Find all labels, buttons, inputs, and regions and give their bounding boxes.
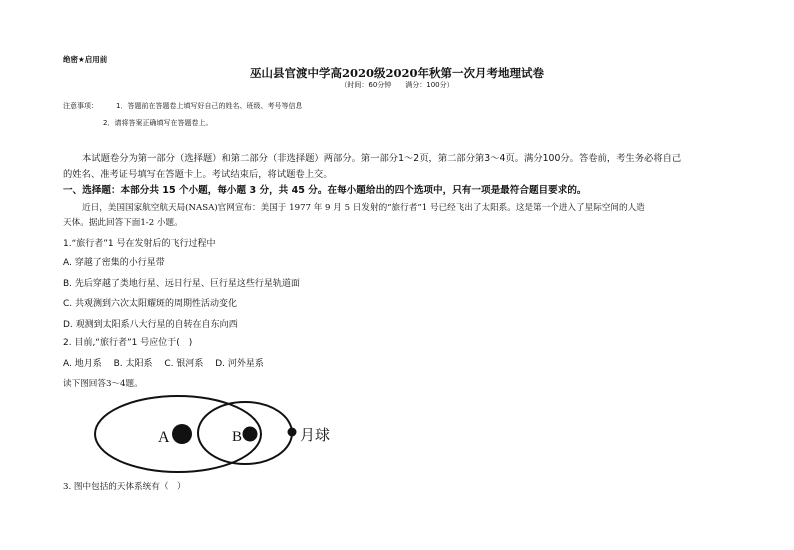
question-1-stem: 1.“旅行者”1 号在发射后的飞行过程中: [63, 239, 216, 249]
material-line-1: 近日，美国国家航空航天局(NASA)官网宣布：美国于 1977 年 9 月 5 日发射的“旅行者”1 号已经飞出了太阳系。这是第一个进入了星际空间的人造: [82, 203, 645, 213]
question-1-option-c: C. 共观测到六次太阳耀斑的周期性活动变化: [63, 299, 238, 309]
question-1-option-a: A. 穿越了密集的小行星带: [63, 258, 165, 268]
confidential-mark: 绝密★启用前: [63, 55, 108, 64]
label-a: A: [158, 429, 170, 446]
question-2-options: A. 地月系 B. 太阳系 C. 银河系 D. 河外星系: [63, 359, 264, 369]
question-1-option-d: D. 观测到太阳系八大行星的自转在自东向西: [63, 320, 238, 330]
intro-line-1: 本试题卷分为第一部分（选择题）和第二部分（非选择题）两部分。第一部分1～2页，第二部分第3～4页。满分100分。答卷前，考生务必将自己: [82, 153, 682, 164]
exam-title: 巫山县官渡中学高2020级2020年秋第一次月考地理试卷: [249, 66, 544, 80]
note-item-1: 1．答题前在答题卷上填写好自己的姓名、班级、考号等信息: [116, 102, 303, 110]
question-2-stem: 2. 目前,“旅行者”1 号应位于( ): [63, 338, 193, 348]
question-1-option-b: B. 先后穿越了类地行星、远日行星、巨行星这些行星轨道面: [63, 279, 300, 289]
celestial-system-diagram: [90, 388, 360, 478]
moon-dot: [288, 428, 297, 437]
note-item-2: 2．请将答案正确填写在答题卷上。: [103, 119, 213, 127]
body-b-dot: [243, 427, 258, 442]
section-heading: 一、选择题：本部分共 15 个小题，每小题 3 分，共 45 分。在每小题给出的四个选项中，只有一项是最符合题目要求的。: [63, 185, 587, 196]
question-3-stem: 3. 图中包括的天体系统有（ ）: [63, 482, 186, 492]
material-line-2: 天体。据此回答下面1-2 小题。: [63, 218, 183, 228]
read-figure-instruction: 读下图回答3～4题。: [63, 379, 143, 389]
body-a-dot: [172, 424, 192, 444]
label-b: B: [232, 429, 243, 445]
exam-subtitle: （时间：60分钟 满分：100分）: [340, 81, 454, 89]
intro-line-2: 的姓名、准考证号填写在答题卡上。考试结束后，将试题卷上交。: [63, 169, 333, 180]
notes-label: 注意事项：: [63, 102, 98, 110]
label-moon: 月球: [300, 426, 331, 444]
